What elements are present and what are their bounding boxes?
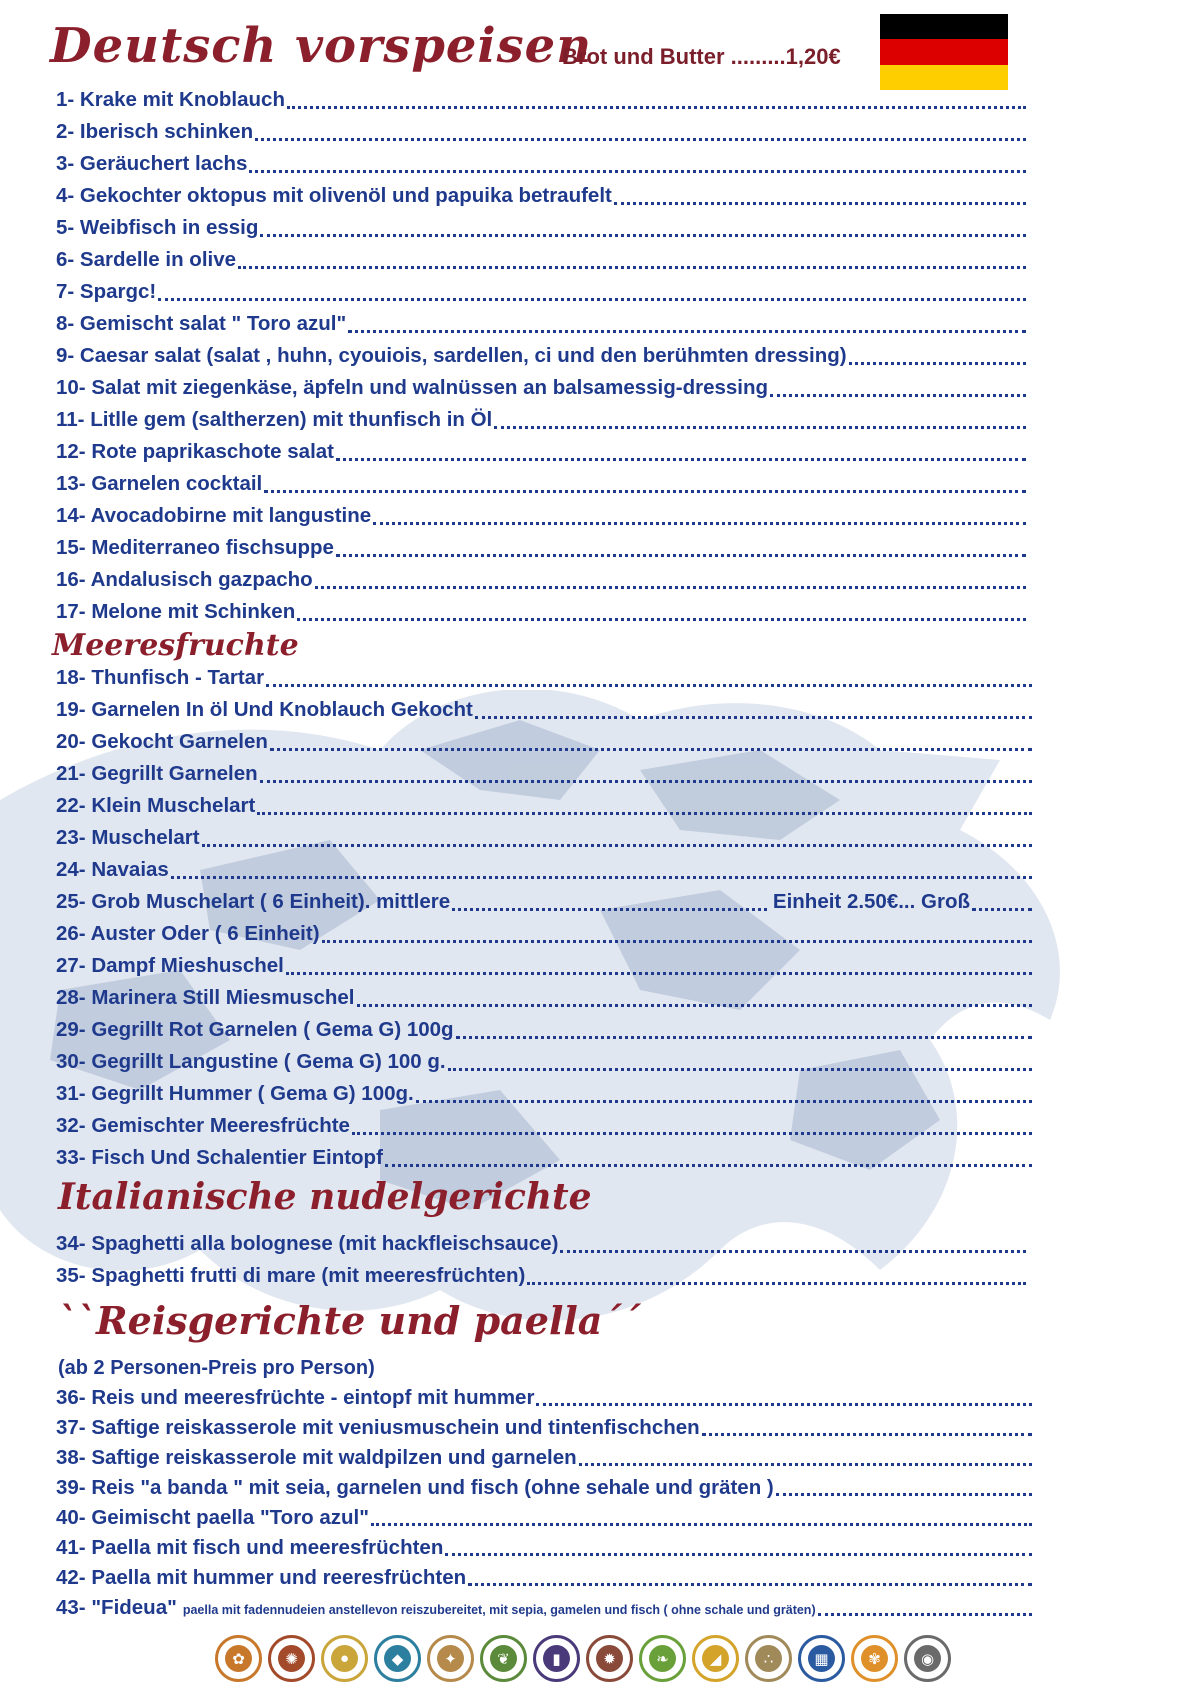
milk-icon: ▮ bbox=[533, 1635, 580, 1682]
list-item: 7- Spargc! bbox=[56, 276, 1026, 308]
list-item: 24- Navaias bbox=[56, 854, 1032, 886]
list-item: 21- Gegrillt Garnelen bbox=[56, 758, 1032, 790]
list-item: 38- Saftige reiskasserole mit waldpilzen und garnelen bbox=[56, 1443, 1032, 1473]
crustacean-icon: ✺ bbox=[268, 1635, 315, 1682]
section-title-nudelgerichte: Italianische nudelgerichte bbox=[58, 1176, 592, 1218]
allergen-icons-row bbox=[215, 1635, 951, 1682]
list-item: 14- Avocadobirne mit langustine bbox=[56, 500, 1026, 532]
list-item: 9- Caesar salat (salat , huhn, cyouiois, sardellen, ci und den berühmten dressing) bbox=[56, 340, 1026, 372]
list-item: 40- Geimischt paella "Toro azul" bbox=[56, 1503, 1032, 1533]
mustard-icon: ◢ bbox=[692, 1635, 739, 1682]
sulphite-icon: ▦ bbox=[798, 1635, 845, 1682]
list-item: 12- Rote paprikaschote salat bbox=[56, 436, 1026, 468]
list-item: 2- Iberisch schinken bbox=[56, 116, 1026, 148]
list-item: 4- Gekochter oktopus mit olivenöl und papuika betraufelt bbox=[56, 180, 1026, 212]
list-item: 18- Thunfisch - Tartar bbox=[56, 662, 1032, 694]
list-item: 43- "Fideua" paella mit fadennudeien anstellevon reiszubereitet, mit sepia, gamelen und fisch ( ohne schale und gräten) bbox=[56, 1593, 1032, 1623]
list-item: 19- Garnelen In öl Und Knoblauch Gekocht bbox=[56, 694, 1032, 726]
reis-list bbox=[56, 1383, 1032, 1623]
list-item: 10- Salat mit ziegenkäse, äpfeln und walnüssen an balsamessig-dressing bbox=[56, 372, 1026, 404]
bread-and-butter-price: Brot und Butter .........1,20€ bbox=[562, 44, 841, 69]
nuts-icon: ✹ bbox=[586, 1635, 633, 1682]
list-item: 26- Auster Oder ( 6 Einheit) bbox=[56, 918, 1032, 950]
egg-icon: ● bbox=[321, 1635, 368, 1682]
mollusc-icon: ◉ bbox=[904, 1635, 951, 1682]
list-item: 13- Garnelen cocktail bbox=[56, 468, 1026, 500]
list-item: 1- Krake mit Knoblauch bbox=[56, 84, 1026, 116]
list-item: 15- Mediterraneo fischsuppe bbox=[56, 532, 1026, 564]
celery-icon: ❧ bbox=[639, 1635, 686, 1682]
section-title-reisgerichte: ``Reisgerichte und paella´´ bbox=[58, 1298, 641, 1343]
gluten-icon: ✿ bbox=[215, 1635, 262, 1682]
list-item: 8- Gemischt salat " Toro azul" bbox=[56, 308, 1026, 340]
list-item: 34- Spaghetti alla bolognese (mit hackfleischsauce) bbox=[56, 1228, 1026, 1260]
list-item: 27- Dampf Mieshuschel bbox=[56, 950, 1032, 982]
list-item: 5- Weibfisch in essig bbox=[56, 212, 1026, 244]
section-title-meeresfruchte: Meeresfruchte bbox=[52, 628, 299, 663]
fideua-description: paella mit fadennudeien anstellevon reiszubereitet, mit sepia, gamelen und fisch ( ohne schale und gräten) bbox=[182, 1603, 816, 1617]
list-item: 25- Grob Muschelart ( 6 Einheit). mittlere Einheit 2.50€... Groß bbox=[56, 886, 1032, 918]
list-item: 28- Marinera Still Miesmuschel bbox=[56, 982, 1032, 1014]
reis-price-note: (ab 2 Personen-Preis pro Person) bbox=[58, 1357, 375, 1379]
list-item: 16- Andalusisch gazpacho bbox=[56, 564, 1026, 596]
list-item: 39- Reis "a banda " mit seia, garnelen und fisch (ohne sehale und gräten ) bbox=[56, 1473, 1032, 1503]
list-item: 36- Reis und meeresfrüchte - eintopf mit hummer bbox=[56, 1383, 1032, 1413]
meeresfruchte-list bbox=[56, 662, 1032, 1174]
vorspeisen-list bbox=[56, 84, 1026, 628]
peanut-icon: ✦ bbox=[427, 1635, 474, 1682]
list-item: 35- Spaghetti frutti di mare (mit meeresfrüchten) bbox=[56, 1260, 1026, 1292]
list-item: 30- Gegrillt Langustine ( Gema G) 100 g. bbox=[56, 1046, 1032, 1078]
item-25-extra-price: Einheit 2.50€... Groß bbox=[772, 890, 970, 913]
list-item: 23- Muschelart bbox=[56, 822, 1032, 854]
soy-icon: ❦ bbox=[480, 1635, 527, 1682]
list-item: 37- Saftige reiskasserole mit veniusmuschein und tintenfischchen bbox=[56, 1413, 1032, 1443]
list-item: 31- Gegrillt Hummer ( Gema G) 100g. bbox=[56, 1078, 1032, 1110]
page-title: Deutsch vorspeisen bbox=[50, 18, 593, 74]
list-item: 17- Melone mit Schinken bbox=[56, 596, 1026, 628]
list-item: 41- Paella mit fisch und meeresfrüchten bbox=[56, 1533, 1032, 1563]
list-item: 11- Litlle gem (saltherzen) mit thunfisch in Öl bbox=[56, 404, 1026, 436]
list-item: 33- Fisch Und Schalentier Eintopf bbox=[56, 1142, 1032, 1174]
lupin-icon: ✾ bbox=[851, 1635, 898, 1682]
list-item: 3- Geräuchert lachs bbox=[56, 148, 1026, 180]
list-item: 42- Paella mit hummer und reeresfrüchten bbox=[56, 1563, 1032, 1593]
list-item: 22- Klein Muschelart bbox=[56, 790, 1032, 822]
german-flag-icon bbox=[880, 14, 1008, 90]
nudel-list bbox=[56, 1228, 1026, 1292]
list-item: 29- Gegrillt Rot Garnelen ( Gema G) 100g bbox=[56, 1014, 1032, 1046]
fish-icon: ◆ bbox=[374, 1635, 421, 1682]
list-item: 6- Sardelle in olive bbox=[56, 244, 1026, 276]
sesame-icon: ∴ bbox=[745, 1635, 792, 1682]
list-item: 32- Gemischter Meeresfrüchte bbox=[56, 1110, 1032, 1142]
list-item: 20- Gekocht Garnelen bbox=[56, 726, 1032, 758]
